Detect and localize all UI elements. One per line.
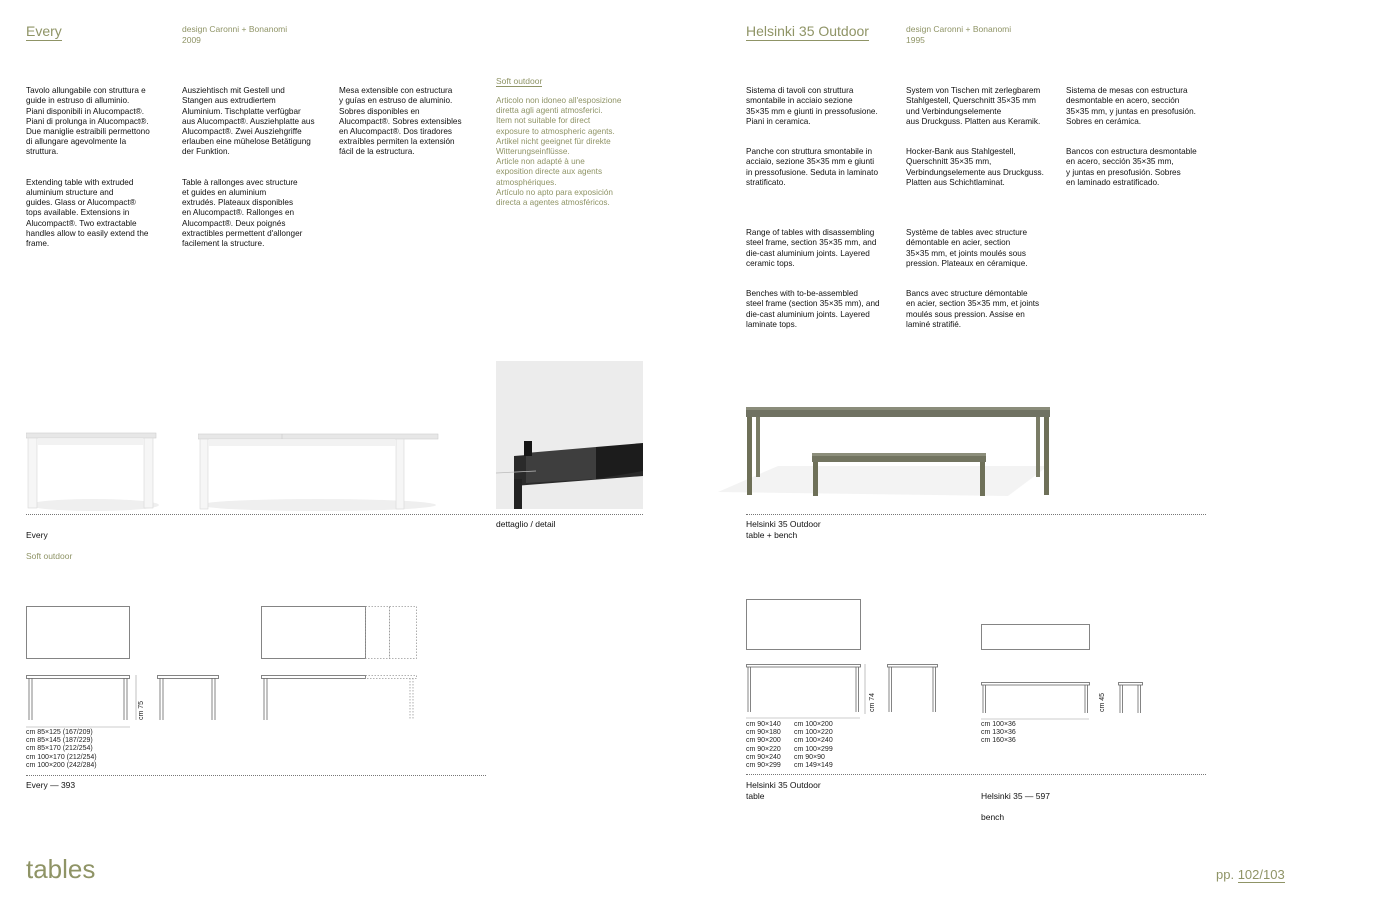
text-italian-table: Sistema di tavoli con struttura smontabile in acciaio sezione 35×35 mm e giunti in pressofusione. Piani in ceramica. — [746, 86, 878, 126]
helsinki-table-height: cm 74 — [869, 692, 876, 712]
text-german-table: System von Tischen mit zerlegbarem Stahlgestell, Querschnitt 35×35 mm und Verbindungselemente aus Druckguss. Platten aus Keramik. — [906, 86, 1041, 126]
pages-prefix: pp. — [1216, 867, 1235, 882]
description-col-3 — [339, 76, 489, 178]
helsinki-table-bench-photo — [718, 404, 1058, 500]
product-title-helsinki: Helsinki 35 Outdoor — [746, 23, 869, 39]
helsinki-table-side-drawing — [887, 664, 939, 714]
soft-outdoor-heading: Soft outdoor — [496, 76, 543, 86]
divider-left-photos — [26, 514, 643, 515]
caption-every-name: Every — [26, 529, 48, 540]
product-title-every: Every — [26, 23, 62, 39]
text-english: Extending table with extruded aluminium structure and guides. Glass or Alucompact® tops available. Extensions in Alucompact®. Two extractable handles allow to easily extend the frame. — [26, 177, 149, 249]
design-year: 2009 — [182, 34, 201, 45]
designer-name: design Caronni + Bonanomi — [182, 24, 288, 34]
designer-credit-helsinki — [906, 24, 1011, 45]
every-table-photo-1 — [26, 425, 161, 511]
helsinki-bench-height: cm 45 — [1099, 692, 1106, 712]
description-col-2 — [182, 76, 332, 269]
text-italian: Tavolo allungabile con struttura e guide in estruso di alluminio. Piani disponibili in Alucompact®. Piani di prolunga in Alucompact®. Due maniglie estraibili permettono di allungare agevolmente la struttura. — [26, 86, 150, 157]
helsinki-bench-drawing — [981, 624, 1093, 722]
page-numbers — [1216, 867, 1285, 882]
helsinki-height-marker — [862, 664, 868, 714]
helsinki-table-dimensions-b: cm 100×200 cm 100×220 cm 100×240 cm 100×299 cm 90×90 cm 149×149 — [794, 721, 833, 770]
soft-outdoor-warning: Articolo non idoneo all'esposizione diretta agli agenti atmosferici. Item not suitable for direct exposure to atmospheric agents. Artikel nicht geeignet für direkte Witterungseinflüsse. Article non adapté à une exposition directe aux agents atmosphériques. Artículo no apto para exposición directa a agentes atmosféricos. — [496, 96, 622, 208]
every-drawing-side — [157, 675, 221, 723]
helsinki-bench-code — [981, 780, 1050, 833]
pages-link[interactable]: 102/103 — [1237, 867, 1285, 882]
text-spanish-bench: Bancos con estructura desmontable en acero, sección 35×35 mm, y juntas en presofusión. Sobres en laminado estratificado. — [1066, 147, 1197, 187]
helsinki-table-code: Helsinki 35 Outdoor table — [746, 780, 821, 801]
caption-helsinki: Helsinki 35 Outdoor table + bench — [746, 519, 821, 540]
every-product-code: Every — 393 — [26, 780, 76, 790]
bench-code-name: Helsinki 35 — 597 — [981, 790, 1050, 801]
every-height-label: cm 75 — [138, 700, 145, 720]
description-col-1 — [26, 76, 176, 269]
divider-right-drawings — [746, 774, 1206, 775]
designer-credit — [182, 24, 287, 45]
divider-left-drawings — [26, 775, 486, 776]
text-spanish: Mesa extensible con estructura y guías en estruso de aluminio. Sobres disponibles en Alucompact®. Sobres extensibles en Alucompact®. Dos tiradores extraíbles permiten la extensión fácil de la estructura. — [339, 86, 462, 157]
caption-every — [26, 519, 72, 572]
design-year: 1995 — [906, 34, 925, 45]
helsinki-description-col-1 — [746, 76, 901, 350]
helsinki-description-col-3 — [1066, 76, 1221, 208]
helsinki-table-drawing — [746, 598, 864, 720]
caption-detail: dettaglio / detail — [496, 519, 556, 529]
divider-right-photos — [746, 514, 1206, 515]
helsinki-bench-dimensions: cm 100×36 cm 130×36 cm 160×36 — [981, 721, 1016, 745]
text-french-bench: Bancs avec structure démontable en acier, section 35×35 mm, et joints moulés sous pression. Assise en laminé stratifié. — [906, 289, 1040, 329]
text-english-table: Range of tables with disassembling steel frame, section 35×35 mm, and die-cast aluminium joints. Layered ceramic tops. — [746, 228, 877, 268]
every-table-photo-2 — [198, 425, 448, 511]
text-italian-bench: Panche con struttura smontabile in acciaio, sezione 35×35 mm e giunti in pressofusione. Seduta in laminato stratificato. — [746, 147, 878, 187]
section-title: tables — [26, 854, 96, 884]
every-dimensions: cm 85×125 (167/209) cm 85×145 (187/229) cm 85×170 (212/254) cm 100×170 (212/254) cm 100×200 (242/284) — [26, 729, 97, 769]
helsinki-bench-side-drawing — [1118, 682, 1144, 714]
text-spanish-table: Sistema de mesas con estructura desmontable en acero, sección 35×35 mm, y juntas en presofusión. Sobres en cerámica. — [1066, 86, 1196, 126]
text-english-bench: Benches with to-be-assembled steel frame (section 35×35 mm), and die-cast aluminium joints. Layered laminate tops. — [746, 289, 880, 329]
bench-code-sub: bench — [981, 811, 1005, 822]
caption-every-sub: Soft outdoor — [26, 550, 73, 561]
text-german-bench: Hocker-Bank aus Stahlgestell, Querschnitt 35×35 mm, Verbindungselemente aus Druckguss. Platten aus Schichtlaminat. — [906, 147, 1044, 187]
helsinki-table-dimensions-a: cm 90×140 cm 90×180 cm 90×200 cm 90×220 cm 90×240 cm 90×299 — [746, 721, 781, 770]
helsinki-description-col-2 — [906, 76, 1061, 350]
text-french-table: Système de tables avec structure démontable en acier, section 35×35 mm, et joints moulés sous pression. Plateaux en céramique. — [906, 228, 1028, 268]
every-drawing-extended — [261, 606, 419, 724]
designer-name: design Caronni + Bonanomi — [906, 24, 1012, 34]
detail-photo — [496, 361, 643, 509]
text-german: Ausziehtisch mit Gestell und Stangen aus extrudiertem Aluminium. Tischplatte verfügbar aus Alucompact®. Ausziehplatte aus Alucompact®. Zwei Ausziehgriffe erlauben eine mühelose Betätigung der Funktion. — [182, 86, 315, 157]
text-french: Table à rallonges avec structure et guides en aluminium extrudés. Plateaux disponibles en Alucompact®. Rallonges en Alucompact®. Deux poignés extractibles permettent d'allonger facilement la structure. — [182, 177, 303, 249]
